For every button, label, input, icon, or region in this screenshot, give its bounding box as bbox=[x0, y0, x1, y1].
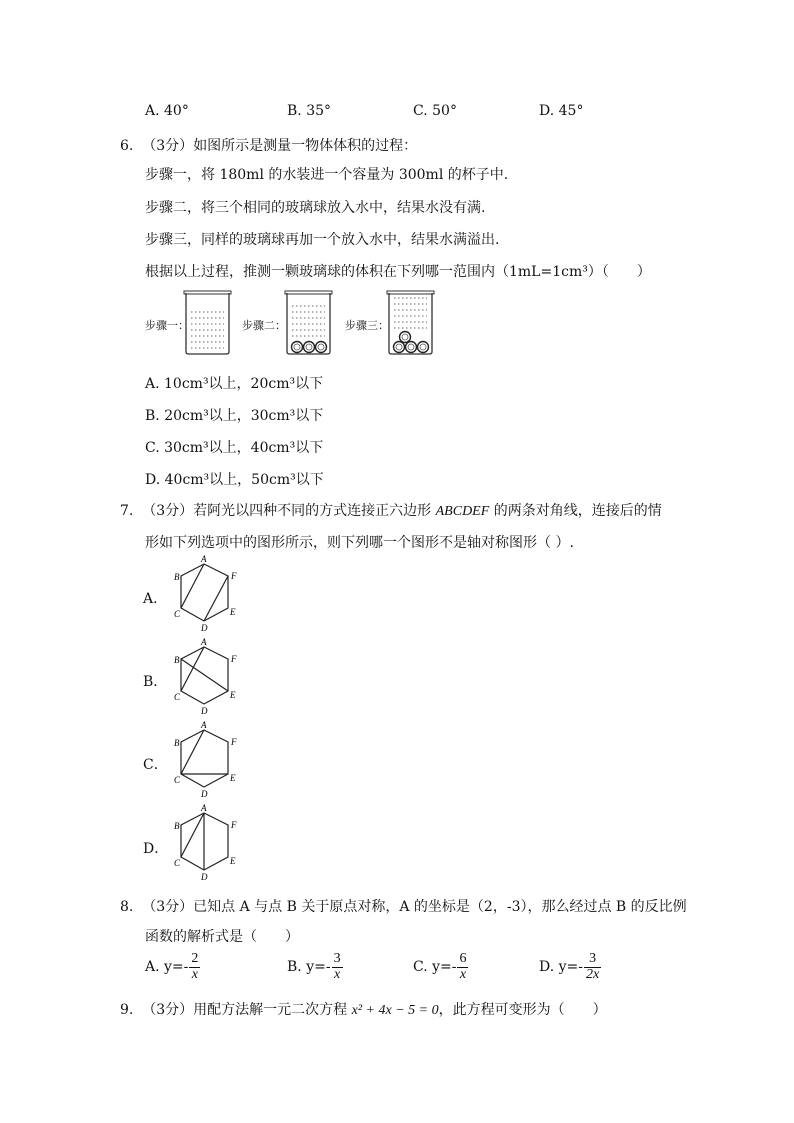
q6-step2: 步骤二，将三个相同的玻璃球放入水中，结果水没有满. bbox=[145, 200, 486, 216]
vertex-label-f: F bbox=[231, 654, 237, 664]
fraction: $\frac{3}{x}$ bbox=[333, 951, 341, 982]
fraction: $\frac{6}{x}$ bbox=[459, 951, 467, 982]
q8-stem-line2: 函数的解析式是（ ） bbox=[145, 929, 299, 945]
vertex-label-d: D bbox=[201, 872, 208, 882]
q6-stem: 6. （3分）如图所示是测量一物体体积的过程： bbox=[120, 138, 418, 154]
fraction: $\frac{3}{2x}$ bbox=[586, 951, 600, 982]
q6-option-a[interactable]: A. 10cm³以上，20cm³以下 bbox=[145, 376, 324, 392]
vertex-label-a: A bbox=[201, 804, 207, 813]
hexagon-option-d-image bbox=[168, 804, 243, 884]
vertex-label-e: E bbox=[230, 690, 236, 700]
hexagon-option-b-image bbox=[168, 638, 243, 718]
q9-stem: 9. （3分）用配方法解一元二次方程 x² + 4x − 5 = 0，此方程可变形为（ ） bbox=[120, 1002, 607, 1018]
vertex-label-f: F bbox=[231, 571, 237, 581]
hexagon-option-a-image bbox=[168, 555, 243, 635]
q9-number: 9. bbox=[120, 1002, 134, 1018]
hexagon-option-c-image bbox=[168, 721, 243, 801]
q8-option-d[interactable]: D. y=- $\frac{3}{2x}$ bbox=[539, 951, 600, 982]
vertex-label-e: E bbox=[230, 607, 236, 617]
q6-figure-label-step1: 步骤一： bbox=[145, 319, 189, 332]
q6-step1: 步骤一，将 180ml 的水装进一个容量为 300ml 的杯子中. bbox=[145, 167, 509, 183]
vertex-label-d: D bbox=[201, 623, 208, 633]
q7-option-d[interactable]: D． bbox=[143, 841, 169, 857]
q6-score: （3分） bbox=[142, 138, 194, 154]
vertex-label-f: F bbox=[231, 820, 237, 830]
q8-number: 8. bbox=[120, 899, 134, 915]
q8-stem-line1: 8. （3分）已知点 A 与点 B 关于原点对称，A 的坐标是（2，-3），那么经过点 B 的反比例 bbox=[120, 899, 687, 915]
q7-stem-line1: 7. （3分）若阿光以四种不同的方式连接正六边形 ABCDEF 的两条对角线，连接后的情 bbox=[120, 503, 662, 519]
cup-step1-image bbox=[183, 290, 233, 356]
q7-number: 7. bbox=[120, 503, 134, 519]
fraction: $\frac{2}{x}$ bbox=[191, 951, 199, 982]
cup-step3-image bbox=[386, 290, 436, 356]
q6-step3: 步骤三，同样的玻璃球再加一个放入水中，结果水满溢出. bbox=[145, 232, 500, 248]
vertex-label-c: C bbox=[174, 858, 181, 868]
q7-option-a[interactable]: A． bbox=[143, 591, 168, 607]
q6-figure-label-step3: 步骤三： bbox=[345, 319, 389, 332]
hexagon-name: ABCDEF bbox=[435, 504, 490, 519]
q5-option-a[interactable]: A. 40° bbox=[145, 103, 189, 119]
q6-option-b[interactable]: B. 20cm³以上，30cm³以下 bbox=[145, 408, 324, 424]
q5-option-d[interactable]: D. 45° bbox=[539, 103, 584, 119]
vertex-label-d: D bbox=[201, 789, 208, 799]
q6-option-c[interactable]: C. 30cm³以上，40cm³以下 bbox=[145, 440, 324, 456]
vertex-label-b: B bbox=[174, 738, 180, 748]
q6-question: 根据以上过程，推测一颗玻璃球的体积在下列哪一范围内（1mL=1cm³）（ ） bbox=[145, 264, 651, 280]
q7-stem-line2: 形如下列选项中的图形所示，则下列哪一个图形不是轴对称图形（ ）. bbox=[145, 535, 574, 551]
q8-option-c[interactable]: C. y=- $\frac{6}{x}$ bbox=[413, 951, 467, 982]
q6-option-d[interactable]: D. 40cm³以上，50cm³以下 bbox=[145, 472, 324, 488]
vertex-label-d: D bbox=[201, 706, 208, 716]
vertex-label-a: A bbox=[201, 555, 207, 564]
q5-option-c[interactable]: C. 50° bbox=[413, 103, 457, 119]
vertex-label-e: E bbox=[230, 773, 236, 783]
vertex-label-b: B bbox=[174, 655, 180, 665]
vertex-label-e: E bbox=[230, 856, 236, 866]
vertex-label-b: B bbox=[174, 572, 180, 582]
vertex-label-f: F bbox=[231, 737, 237, 747]
vertex-label-c: C bbox=[174, 609, 181, 619]
q8-option-a[interactable]: A. y=- $\frac{2}{x}$ bbox=[145, 951, 199, 982]
q9-equation: x² + 4x − 5 = 0 bbox=[351, 1003, 439, 1018]
vertex-label-b: B bbox=[174, 821, 180, 831]
q7-option-b[interactable]: B． bbox=[143, 674, 168, 690]
vertex-label-c: C bbox=[174, 692, 181, 702]
q7-option-c[interactable]: C． bbox=[143, 757, 168, 773]
q6-figure-label-step2: 步骤二： bbox=[242, 319, 286, 332]
vertex-label-a: A bbox=[201, 721, 207, 730]
q5-option-b[interactable]: B. 35° bbox=[287, 103, 332, 119]
vertex-label-a: A bbox=[201, 638, 207, 647]
cup-step2-image bbox=[284, 290, 334, 356]
q6-number: 6. bbox=[120, 138, 134, 154]
vertex-label-c: C bbox=[174, 775, 181, 785]
q8-option-b[interactable]: B. y=- $\frac{3}{x}$ bbox=[287, 951, 341, 982]
